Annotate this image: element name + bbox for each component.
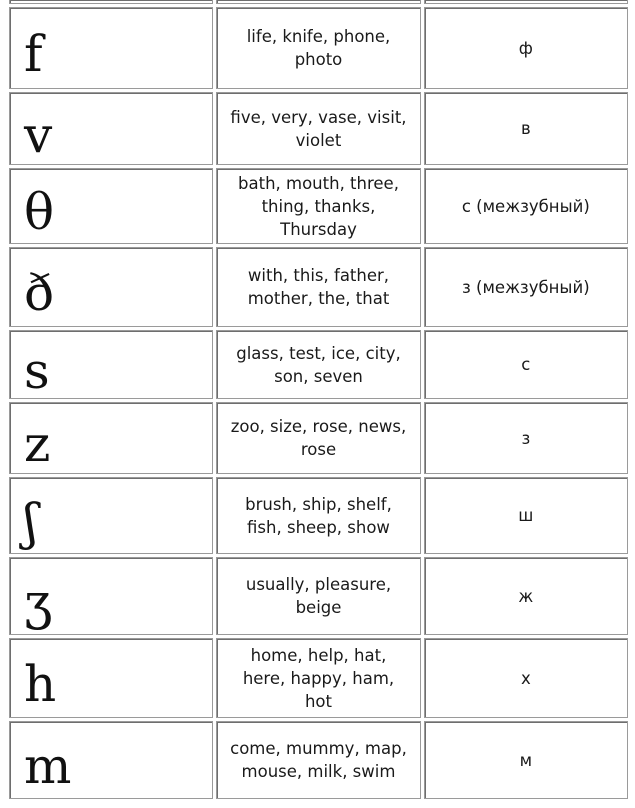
phoneme-symbol-cell (9, 247, 213, 327)
phoneme-symbol-cell (9, 7, 213, 89)
russian-equivalent-cell: ф (424, 7, 628, 89)
example-words-cell: usually, pleasure, beige (216, 557, 420, 635)
table-row (9, 330, 628, 399)
example-words-cell: life, knife, phone, photo (216, 7, 420, 89)
table-row (9, 477, 628, 554)
phoneme-table (6, 0, 631, 802)
russian-equivalent-cell: ж (424, 557, 628, 635)
russian-equivalent-cell: з (межзубный) (424, 247, 628, 327)
phoneme-symbol: f (24, 25, 43, 83)
russian-equivalent-cell: с (424, 330, 628, 399)
phoneme-symbol-cell (9, 92, 213, 165)
phoneme-symbol-cell (9, 168, 213, 244)
example-words-cell: come, mummy, map, mouse, milk, swim (216, 721, 420, 799)
table-row-top-edge (9, 0, 628, 4)
phoneme-symbol-cell (9, 330, 213, 399)
table-row (9, 168, 628, 244)
table-row (9, 7, 628, 89)
phoneme-symbol-cell (9, 557, 213, 635)
cell-edge (424, 0, 628, 4)
example-words-cell: five, very, vase, visit, violet (216, 92, 420, 165)
phoneme-symbol: ʃ (24, 492, 38, 551)
phoneme-symbol-cell (9, 638, 213, 718)
cell-edge (9, 0, 213, 4)
phoneme-symbol-cell (9, 402, 213, 474)
table-row (9, 721, 628, 799)
phoneme-symbol-cell (9, 477, 213, 554)
example-words-cell: glass, test, ice, city, son, seven (216, 330, 420, 399)
table-row (9, 638, 628, 718)
table-row (9, 92, 628, 165)
table-row (9, 247, 628, 327)
phoneme-sheet (6, 0, 631, 808)
russian-equivalent-cell: х (424, 638, 628, 718)
example-words-cell: zoo, size, rose, news, rose (216, 402, 420, 474)
russian-equivalent-cell: в (424, 92, 628, 165)
russian-equivalent-cell: с (межзубный) (424, 168, 628, 244)
example-words-cell: bath, mouth, three, thing, thanks, Thursday (216, 168, 420, 244)
example-words-cell: with, this, father, mother, the, that (216, 247, 420, 327)
cell-edge (216, 0, 420, 4)
example-words-cell: brush, ship, shelf, fish, sheep, show (216, 477, 420, 554)
phoneme-symbol: ʒ (24, 573, 53, 631)
phoneme-symbol: z (24, 415, 51, 473)
russian-equivalent-cell: з (424, 402, 628, 474)
example-words-cell: home, help, hat, here, happy, ham, hot (216, 638, 420, 718)
phoneme-symbol: h (24, 655, 57, 713)
phoneme-symbol-cell (9, 721, 213, 799)
phoneme-symbol: m (24, 737, 72, 795)
table-row (9, 557, 628, 635)
phoneme-symbol: v (24, 105, 53, 164)
phoneme-symbol: s (24, 341, 50, 400)
phoneme-symbol: θ (24, 183, 55, 241)
russian-equivalent-cell: ш (424, 477, 628, 554)
phoneme-symbol: ð (24, 264, 55, 322)
russian-equivalent-cell: м (424, 721, 628, 799)
table-row (9, 402, 628, 474)
